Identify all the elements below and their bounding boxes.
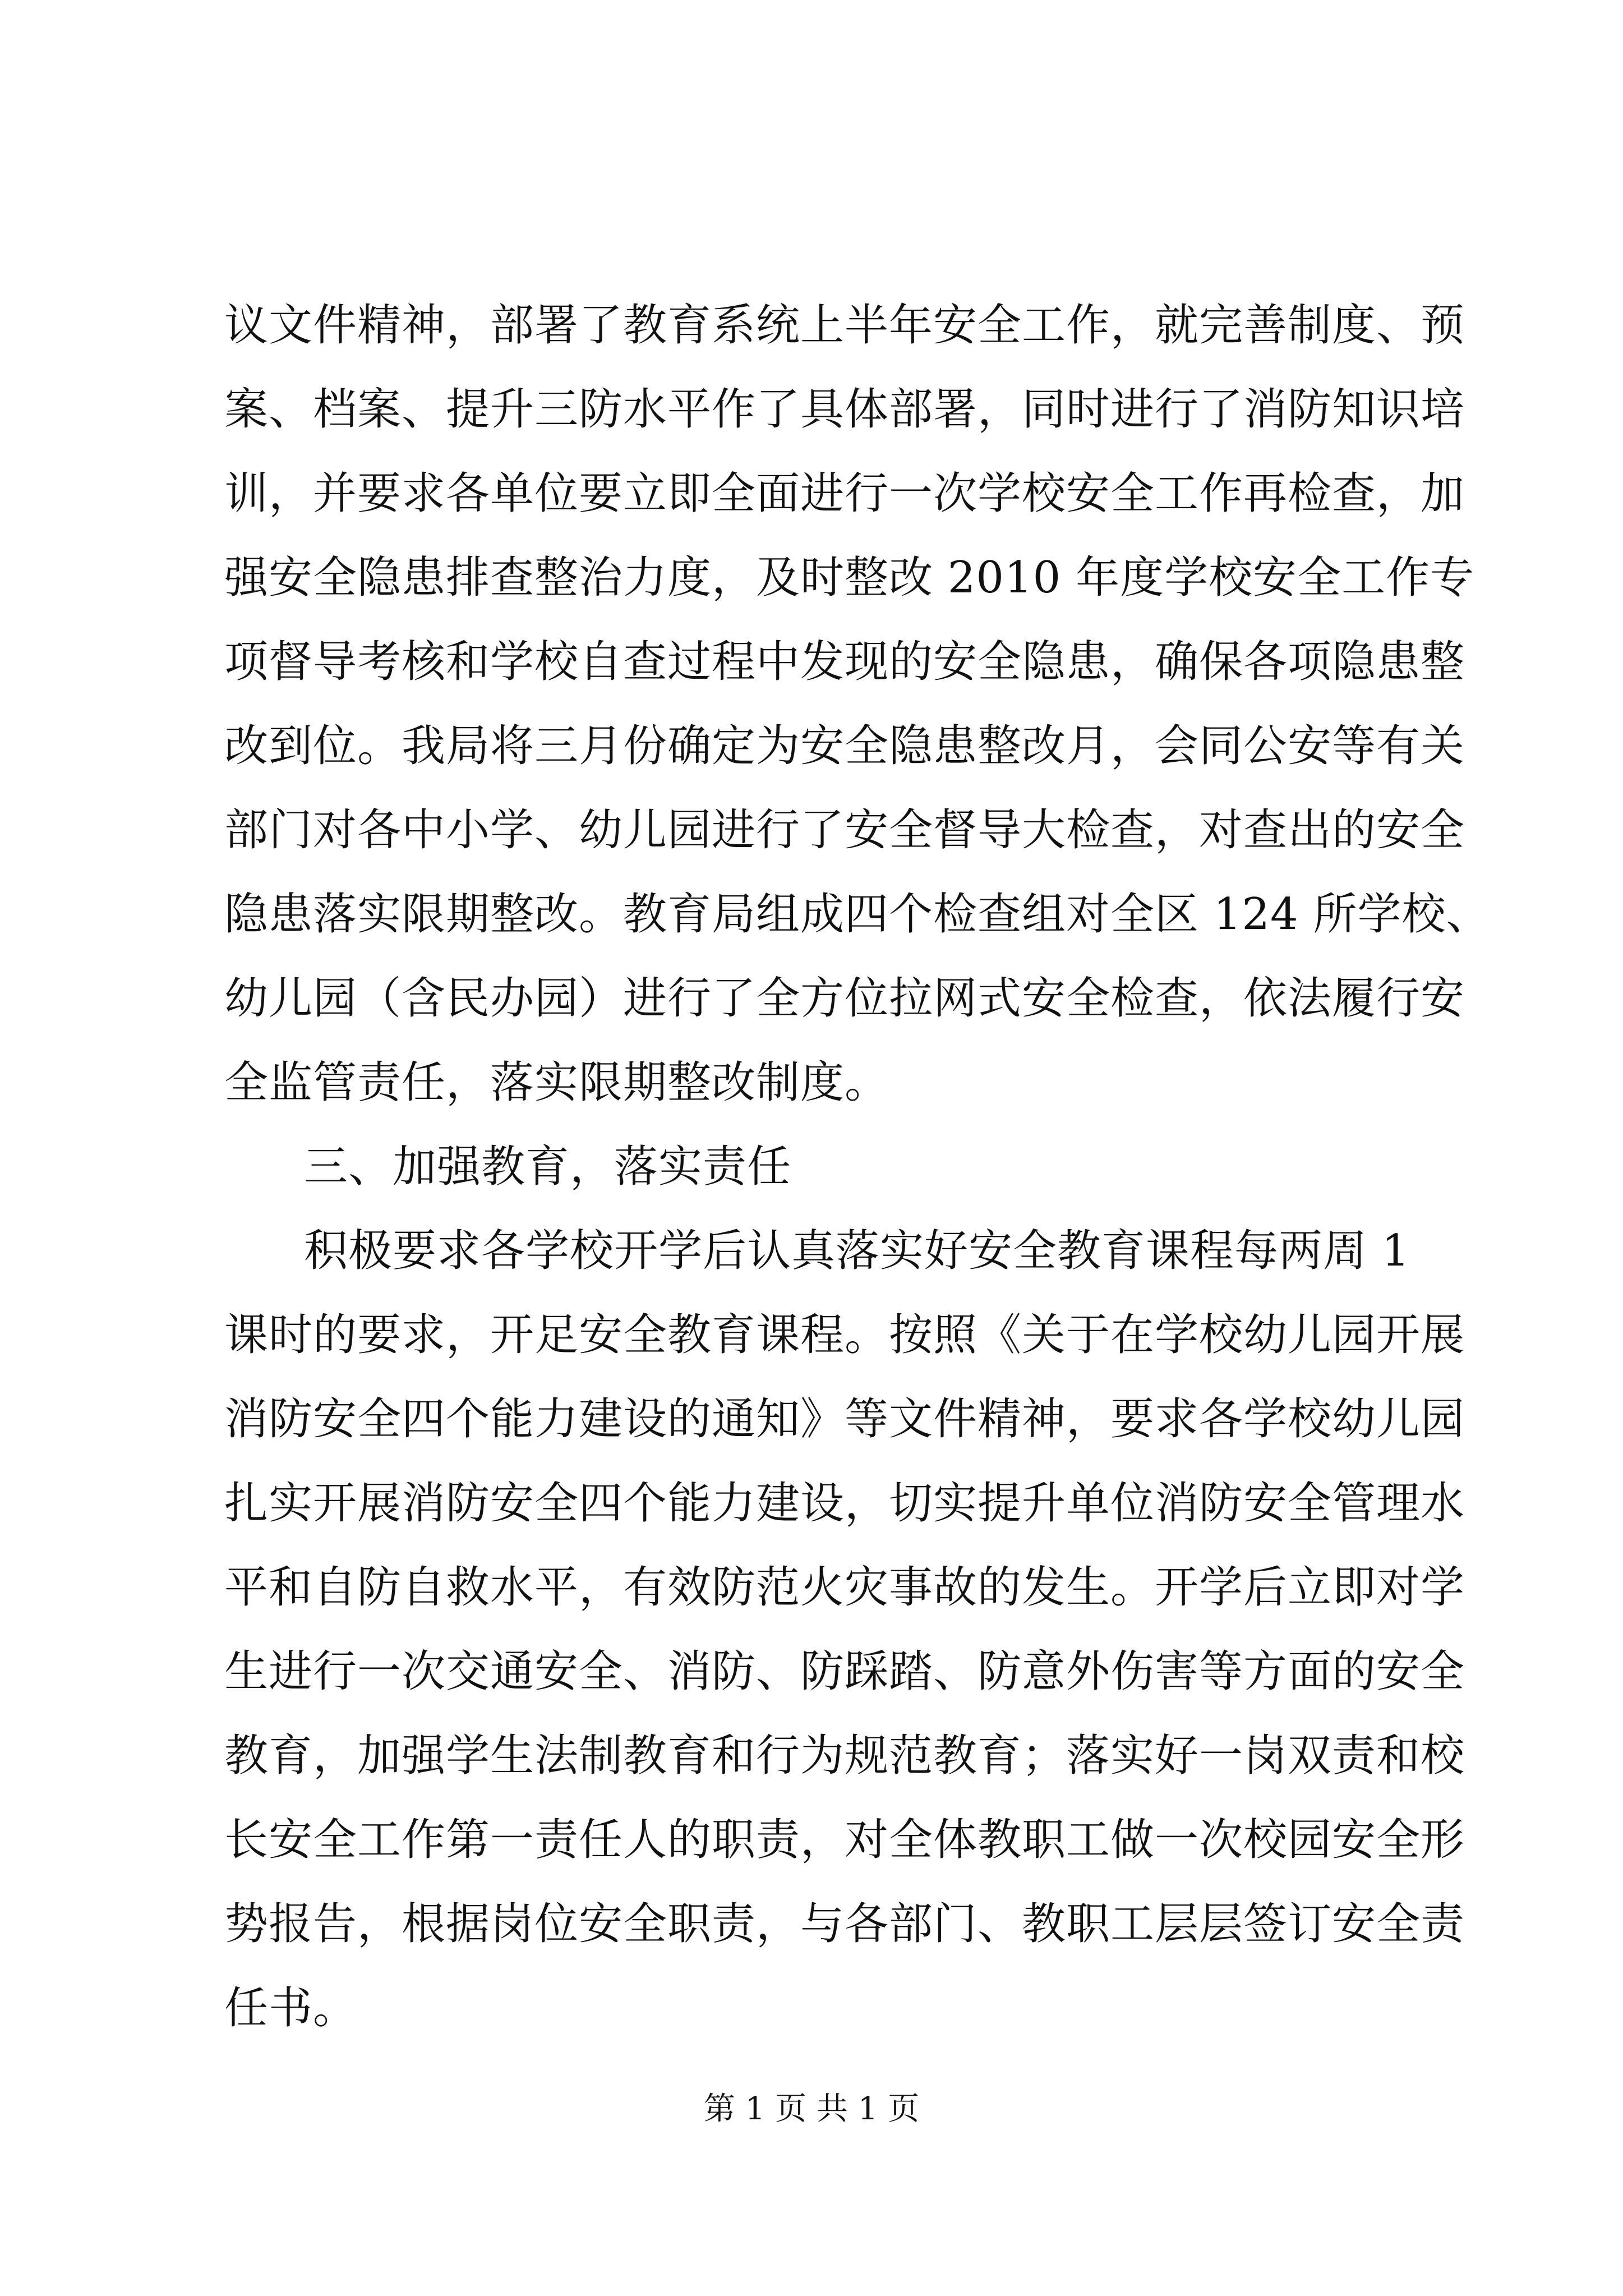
- body-text-line: 教育，加强学生法制教育和行为规范教育；落实好一岗双责和校: [224, 1731, 1465, 1781]
- body-text-line: 训，并要求各单位要立即全面进行一次学校安全工作再检查，加: [224, 468, 1465, 519]
- body-text-line: 强安全隐患排查整治力度，及时整改 2010 年度学校安全工作专: [224, 553, 1475, 603]
- body-text-line: 改到位。我局将三月份确定为安全隐患整改月，会同公安等有关: [224, 721, 1465, 771]
- body-text-line: 平和自防自救水平，有效防范火灾事故的发生。开学后立即对学: [224, 1562, 1465, 1613]
- body-text-line: 议文件精神，部署了教育系统上半年安全工作，就完善制度、预: [224, 300, 1465, 351]
- body-text-line: 积极要求各学校开学后认真落实好安全教育课程每两周 1: [304, 1226, 1410, 1276]
- body-text-line: 项督导考核和学校自查过程中发现的安全隐患，确保各项隐患整: [224, 637, 1465, 687]
- page-number-footer: 第 1 页 共 1 页: [703, 2091, 920, 2127]
- body-text-line: 隐患落实限期整改。教育局组成四个检查组对全区 124 所学校、: [224, 889, 1491, 940]
- body-text-line: 任书。: [224, 1983, 358, 2033]
- body-text-line: 案、档案、提升三防水平作了具体部署，同时进行了消防知识培: [224, 384, 1465, 435]
- section-heading: 三、加强教育，落实责任: [304, 1142, 792, 1192]
- body-text-line: 全监管责任，落实限期整改制度。: [224, 1057, 889, 1108]
- body-text-line: 消防安全四个能力建设的通知》等文件精神，要求各学校幼儿园: [224, 1394, 1465, 1444]
- body-text-line: 生进行一次交通安全、消防、防踩踏、防意外伤害等方面的安全: [224, 1646, 1465, 1697]
- body-text-line: 势报告，根据岗位安全职责，与各部门、教职工层层签订安全责: [224, 1899, 1465, 1949]
- body-text-line: 长安全工作第一责任人的职责，对全体教职工做一次校园安全形: [224, 1815, 1465, 1865]
- body-text-line: 扎实开展消防安全四个能力建设，切实提升单位消防安全管理水: [224, 1478, 1465, 1529]
- body-text-line: 幼儿园（含民办园）进行了全方位拉网式安全检查，依法履行安: [224, 973, 1465, 1024]
- body-text-line: 部门对各中小学、幼儿园进行了安全督导大检查，对查出的安全: [224, 805, 1465, 855]
- body-text-line: 课时的要求，开足安全教育课程。按照《关于在学校幼儿园开展: [224, 1310, 1465, 1360]
